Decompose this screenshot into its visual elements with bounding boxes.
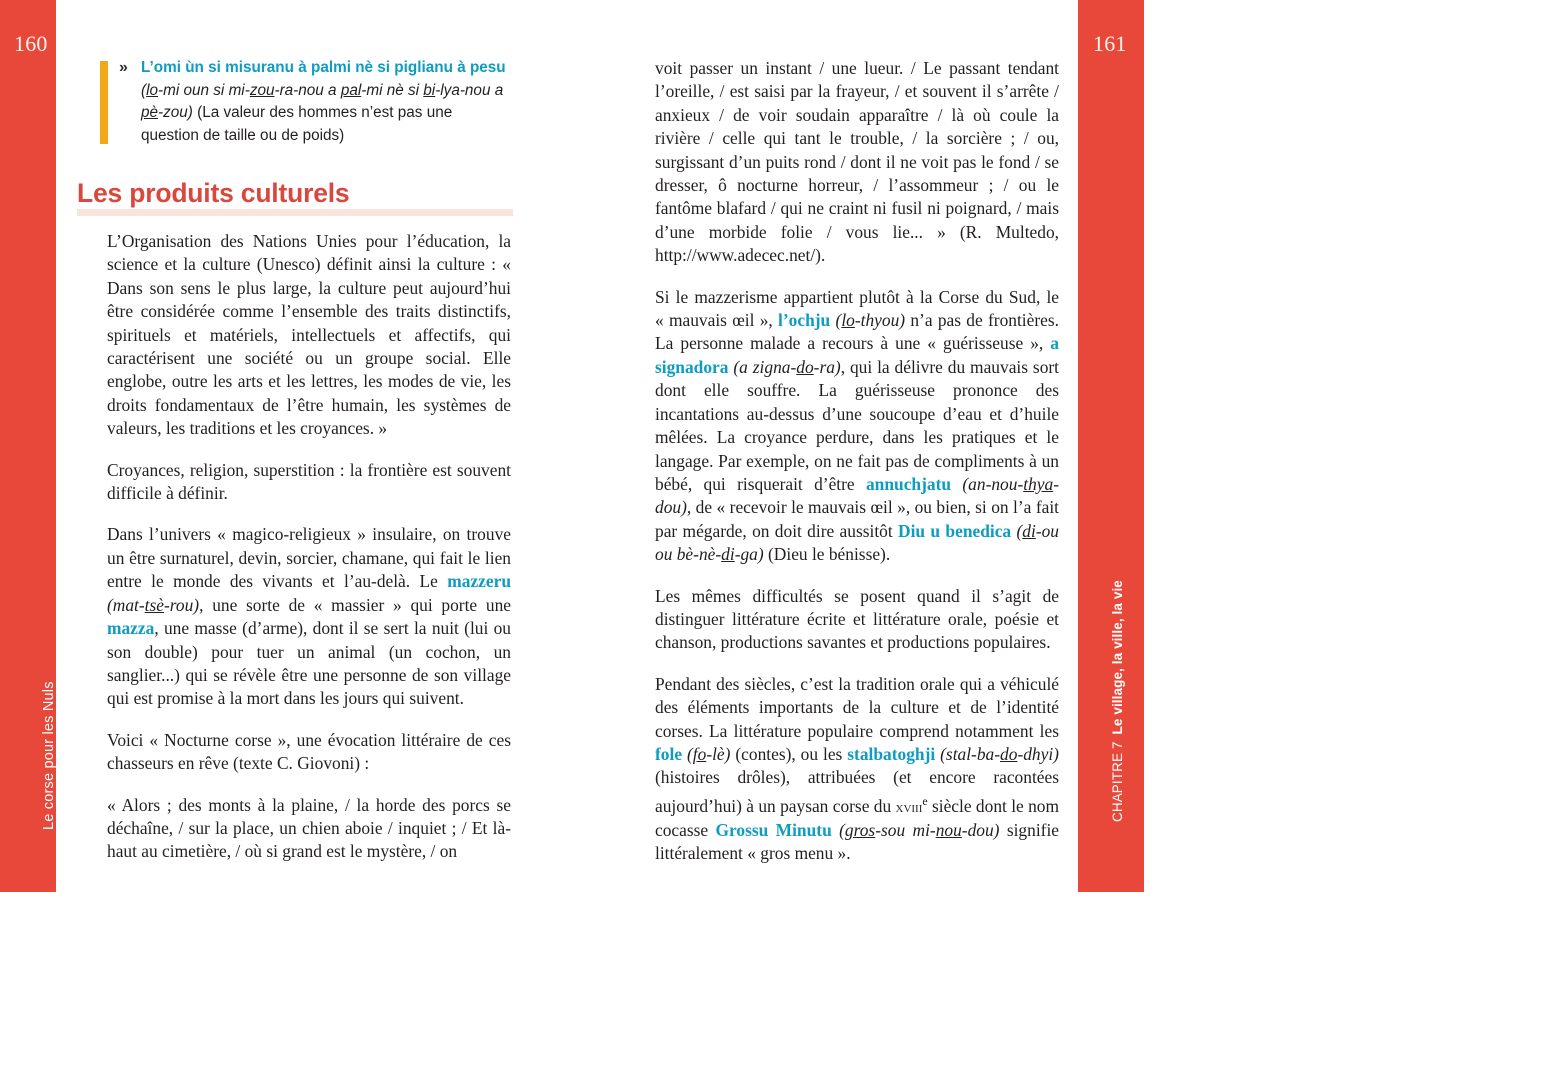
- callout-translation: (La valeur des hommes n’est pas une question de taille ou de poids): [141, 104, 453, 144]
- left-column-body: [107, 230, 511, 864]
- proverb-callout: [100, 57, 512, 147]
- running-title-chapter-label: CHAPITRE 7: [1110, 741, 1125, 822]
- corsican-term: a signadora: [655, 333, 1059, 377]
- running-title-series: Le corse pour les Nuls: [41, 681, 57, 830]
- corsican-term: Diu u benedica: [898, 520, 1012, 541]
- callout-pronunciation: (lo-mi oun si mi-zou-ra-nou a pal-mi nè si bi-lya-nou a pè-zou): [141, 81, 504, 122]
- right-column-body: [655, 57, 1059, 866]
- corsican-term: l’ochju: [778, 310, 831, 331]
- paragraph: Voici « Nocturne corse », une évocation littéraire de ces chasseurs en rêve (texte C. Giovoni) :: [107, 729, 511, 774]
- callout-accent-rule: [100, 61, 108, 144]
- paragraph: Pendant des siècles, c’est la tradition orale qui a véhiculé des éléments importants de la culture et de l’identité corses. La littérature populaire comprend notamment les fole (fo-lè) (contes), ou les stalbatoghji (stal-ba-do-dhyi) (histoires drôles), attribuées (et encore racontées aujourd’hui) à un paysan corse du xviii$^e$ siècle dont le nom cocasse Grossu Minutu (gros-sou mi-nou-dou) signifie littéralement « gros menu ».: [655, 673, 1060, 864]
- chevron-double-right-icon: »: [119, 59, 128, 76]
- callout-corsican-phrase: L’omi ùn si misuranu à palmi nè si piglianu à pesu: [141, 59, 506, 76]
- section-heading-block: [77, 178, 513, 216]
- folio-right: 161: [1093, 31, 1127, 56]
- paragraph: Si le mazzerisme appartient plutôt à la Corse du Sud, le « mauvais œil », l’ochju (lo-thyou) n’a pas de frontières. La personne malade a recours à une « guérisseuse », a signadora (a zigna-do-ra), qui la délivre du mauvais sort dont elle souffre. La guérisseuse prononce des incantations au-dessus d’une soucoupe d’eau et d’huile mêlées. La croyance perdure, dans les pratiques et le langage. Par exemple, on ne fait pas de compliments à un bébé, qui risquerait d’être annuchjatu (an-nou-thya-dou), de « recevoir le mauvais œil », ou bien, si on l’a fait par mégarde, on doit dire aussitôt Diu u benedica (di-ou ou bè-nè-di-ga) (Dieu le bénisse).: [655, 286, 1060, 565]
- corsican-term: mazzeru: [447, 571, 511, 592]
- corsican-term: stalbatoghji: [847, 743, 936, 764]
- corsican-term: mazza: [107, 618, 155, 639]
- paragraph: L’Organisation des Nations Unies pour l’éducation, la science et la culture (Unesco) définit ainsi la culture : « Dans son sens le plus large, la culture peut aujourd’hui être considérée comme l’ensemble des traits distinctifs, spirituels et matériels, intellectuels et affectifs, qui caractérisent une société ou un groupe social. Elle englobe, outre les arts et les lettres, les modes de vie, les droits fondamentaux de l’être humain, les systèmes de valeurs, les traditions et les croyances. »: [107, 231, 511, 439]
- paragraph: Dans l’univers « magico-religieux » insulaire, on trouve un être surnaturel, devin, sorcier, chamane, qui fait le lien entre le monde des vivants et l’au-delà. Le mazzeru (mat-tsè-rou), une sorte de « massier » qui porte une mazza, une masse (d’arme), dont il se sert la nuit (lui ou son double) pour tuer un animal (un cochon, un sanglier...) qui se révèle être une personne de son village qui est promise à la mort dans les jours qui suivent.: [107, 524, 511, 709]
- paragraph: voit passer un instant / une lueur. / Le passant tendant l’oreille, / est saisi par la frayeur, / et souvent il s’arrête / anxieux / de voir soudain apparaître / là où coule la rivière / celle qui tant le trouble, / la sorcière ; / ou, surgissant d’un puits rond / dont il ne voit pas le fond / se dresser, ô nocturne horreur, / l’assommeur ; / ou le fantôme blafard / qui ne craint ni fusil ni poignard, / mais d’une morbide folie / vous lie... » (R. Multedo, http://www.adecec.net/).: [655, 58, 1059, 266]
- running-title-chapter: [1110, 580, 1125, 822]
- paragraph: « Alors ; des monts à la plaine, / la horde des porcs se déchaîne, / sur la place, un chien aboie / inquiet ; / Et là-haut au cimetière, / où si grand est le mystère, / on: [107, 794, 511, 862]
- corsican-term: fole: [655, 743, 683, 764]
- folio-left: 160: [14, 31, 48, 56]
- running-title-chapter-name: Le village, la ville, la vie: [1110, 580, 1125, 735]
- paragraph: Croyances, religion, superstition : la frontière est souvent difficile à définir.: [107, 459, 511, 504]
- corsican-term: annuchjatu: [865, 473, 952, 494]
- paragraph: Les mêmes difficultés se posent quand il s’agit de distinguer littérature écrite et littérature orale, poésie et chanson, productions savantes et productions populaires.: [655, 585, 1059, 653]
- callout-text: [141, 57, 512, 147]
- heading-underline-rule: [77, 209, 513, 216]
- corsican-term: Grossu Minutu: [715, 819, 832, 840]
- page-title: Les produits culturels: [77, 178, 350, 208]
- century-numeral: xviii: [895, 798, 923, 816]
